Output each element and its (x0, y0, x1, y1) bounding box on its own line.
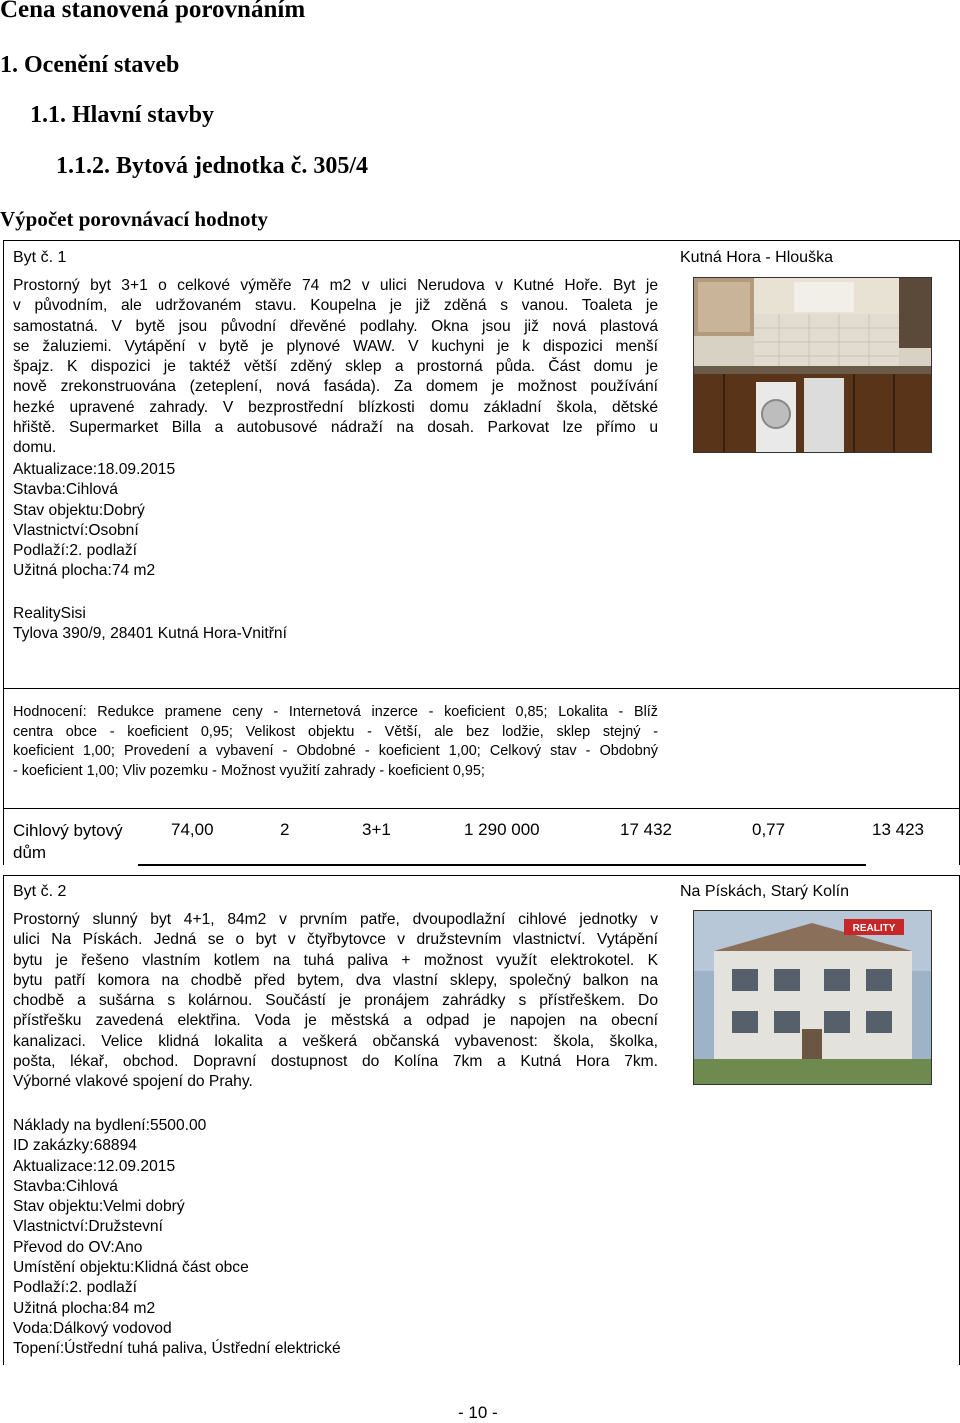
section-heading-1-1-2: 1.1.2. Bytová jednotka č. 305/4 (56, 153, 368, 179)
meta-item: Vlastnictví:Družstevní (13, 1218, 163, 1236)
building-photo-image (694, 911, 931, 1084)
block1-separator (3, 688, 959, 689)
apartment2-desc-line: Výborné vlakové spojení do Prahy. (13, 1073, 253, 1091)
meta-item: Stavba:Cihlová (13, 1177, 118, 1195)
section-heading-comparison: Výpočet porovnávací hodnoty (0, 207, 268, 231)
apartment1-desc-line: Prostorný byt 3+1 o celkové výměře 74 m2 v ulici Nerudova v Kutné Hoře. Byt je (13, 277, 658, 294)
apartment2-desc-line: pošta, lékař, obchod. Dopravní dostupnost do Kolína 7km a Kutná Hora 7km. (13, 1053, 658, 1071)
apartment1-desc-line: hřiště. Supermarket Billa a autobusové nádraží na dosah. Parkovat lze přímo u (13, 419, 658, 437)
apartment2-meta (13, 1116, 341, 1360)
apartment1-desc-line: se žaluziemi. Vytápění v bytě je plynové WAW. V kuchyni je k dispozici menší (13, 337, 658, 355)
meta-item: ID zakázky:68894 (13, 1137, 137, 1155)
apartment1-meta (13, 460, 175, 582)
apartment2-desc-line: Prostorný slunný byt 4+1, 84m2 v prvním patře, dvoupodlažní cihlové jednotky v (13, 911, 658, 928)
apartment1-desc-line: hezké upravené zahrady. V bezprostřední blízkosti domu základní škola, dětské (13, 398, 658, 416)
rating-line: koeficient 1,00; Provedení a vybavení - Obdobné - koeficient 1,00; Celkový stav - Obdobný (13, 743, 658, 759)
apartment2-desc-line: ulici Na Pískách. Jedná se o byt v čtyřbytovce v družstevním vlastnictví. Vytápění (13, 931, 658, 949)
apartment1-rating (13, 703, 658, 781)
apartment1-description (13, 276, 658, 459)
apartment2-desc-line: bytu patří komora na chodbě před bytem, dva vlastní sklepy, společný balkon na (13, 971, 658, 989)
apartment1-location: Kutná Hora - Hlouška (680, 249, 833, 266)
apartment1-desc-line: domu. (13, 439, 57, 457)
reality-sign: REALITY (852, 923, 896, 934)
row-type-line: dům (13, 843, 47, 862)
meta-item: Podlaží:2. podlaží (13, 1279, 137, 1297)
apartment1-desc-line: samostatná. V bytě jsou původní dřevěné podlahy. Okna jsou již nová plastová (13, 317, 658, 335)
meta-item: Topení:Ústřední tuhá paliva, Ústřední elektrické (13, 1340, 341, 1358)
row-area: 74,00 (171, 820, 214, 839)
row-coefficient: 0,77 (752, 820, 786, 839)
meta-item: Stav objektu:Dobrý (13, 501, 145, 519)
agency-name: RealitySisi (13, 605, 86, 622)
meta-item: Užitná plocha:84 m2 (13, 1299, 156, 1317)
agency-address: Tylova 390/9, 28401 Kutná Hora-Vnitřní (13, 625, 287, 643)
page-title: Cena stanovená porovnáním (0, 0, 306, 23)
meta-item: Vlastnictví:Osobní (13, 521, 139, 539)
apartment2-desc-line: kanalizaci. Velice klidná lokalita a veškerá občanská vybavenost: škola, školka, (13, 1032, 658, 1050)
rating-line: Hodnocení: Redukce pramene ceny - Internetová inzerce - koeficient 0,85; Lokalita - Blíž (13, 704, 658, 720)
apartment1-agency (13, 604, 287, 645)
meta-item: Náklady na bydlení:5500.00 (13, 1117, 207, 1134)
apartment1-label: Byt č. 1 (13, 249, 67, 266)
block1-separator-2 (3, 808, 959, 809)
apartment1-desc-line: špajz. K dispozici je taktéž větší zděný sklep a prostorná půda. Část domu je (13, 358, 658, 376)
apartment1-desc-line: v původním, ale udržovaném stavu. Koupelna je již zděná s vanou. Toaleta je (13, 297, 658, 315)
row-type-line: Cihlový bytový (13, 821, 123, 840)
meta-item: Aktualizace:12.09.2015 (13, 1157, 176, 1175)
meta-item: Umístění objektu:Klidná část obce (13, 1259, 249, 1277)
section-heading-1: 1. Ocenění staveb (0, 52, 180, 78)
apartment2-desc-line: chodbě a sušárna s kolárnou. Součástí je pronájem zahrádky s přístřeškem. Do (13, 992, 658, 1010)
row-layout: 3+1 (362, 820, 391, 839)
row-unit-price: 17 432 (620, 820, 672, 839)
meta-item: Stavba:Cihlová (13, 481, 118, 499)
meta-item: Stav objektu:Velmi dobrý (13, 1198, 185, 1216)
rating-line: centra obce - koeficient 0,95; Velikost objektu - Větší, ale bez lodžie, sklep stejný - (13, 723, 658, 740)
meta-item: Voda:Dálkový vodovod (13, 1319, 172, 1337)
row-type (13, 820, 123, 864)
meta-item: Aktualizace:18.09.2015 (13, 461, 176, 478)
apartment2-desc-line: bytu je řešeno vlastním kotlem na tuhá paliva + možnost využít elektrokotel. K (13, 951, 658, 969)
meta-item: Převod do OV:Ano (13, 1238, 143, 1256)
rating-line: - koeficient 1,00; Vliv pozemku - Možnost využití zahrady - koeficient 0,95; (13, 762, 485, 779)
apartment2-label: Byt č. 2 (13, 883, 67, 900)
page-number: - 10 - (458, 1403, 498, 1422)
apartment2-description (13, 910, 658, 1093)
apartment2-photo (693, 910, 932, 1085)
row-price: 1 290 000 (464, 820, 540, 839)
apartment2-location: Na Pískách, Starý Kolín (680, 883, 849, 900)
row-adjusted-price: 13 423 (872, 820, 924, 839)
apartment2-desc-line: přístřešku zavedená elektřina. Voda je městská a odpad je napojen na obecní (13, 1012, 658, 1030)
apartment1-photo (693, 277, 932, 453)
apartment1-desc-line: nově zrekonstruována (zeteplení, nová fasáda). Za domem je možnost používání (13, 378, 658, 396)
kitchen-photo-image (694, 278, 931, 452)
row-bottom-border (138, 864, 866, 866)
meta-item: Podlaží:2. podlaží (13, 542, 137, 560)
section-heading-1-1: 1.1. Hlavní stavby (30, 102, 215, 128)
row-floor: 2 (280, 820, 290, 839)
meta-item: Užitná plocha:74 m2 (13, 562, 156, 580)
